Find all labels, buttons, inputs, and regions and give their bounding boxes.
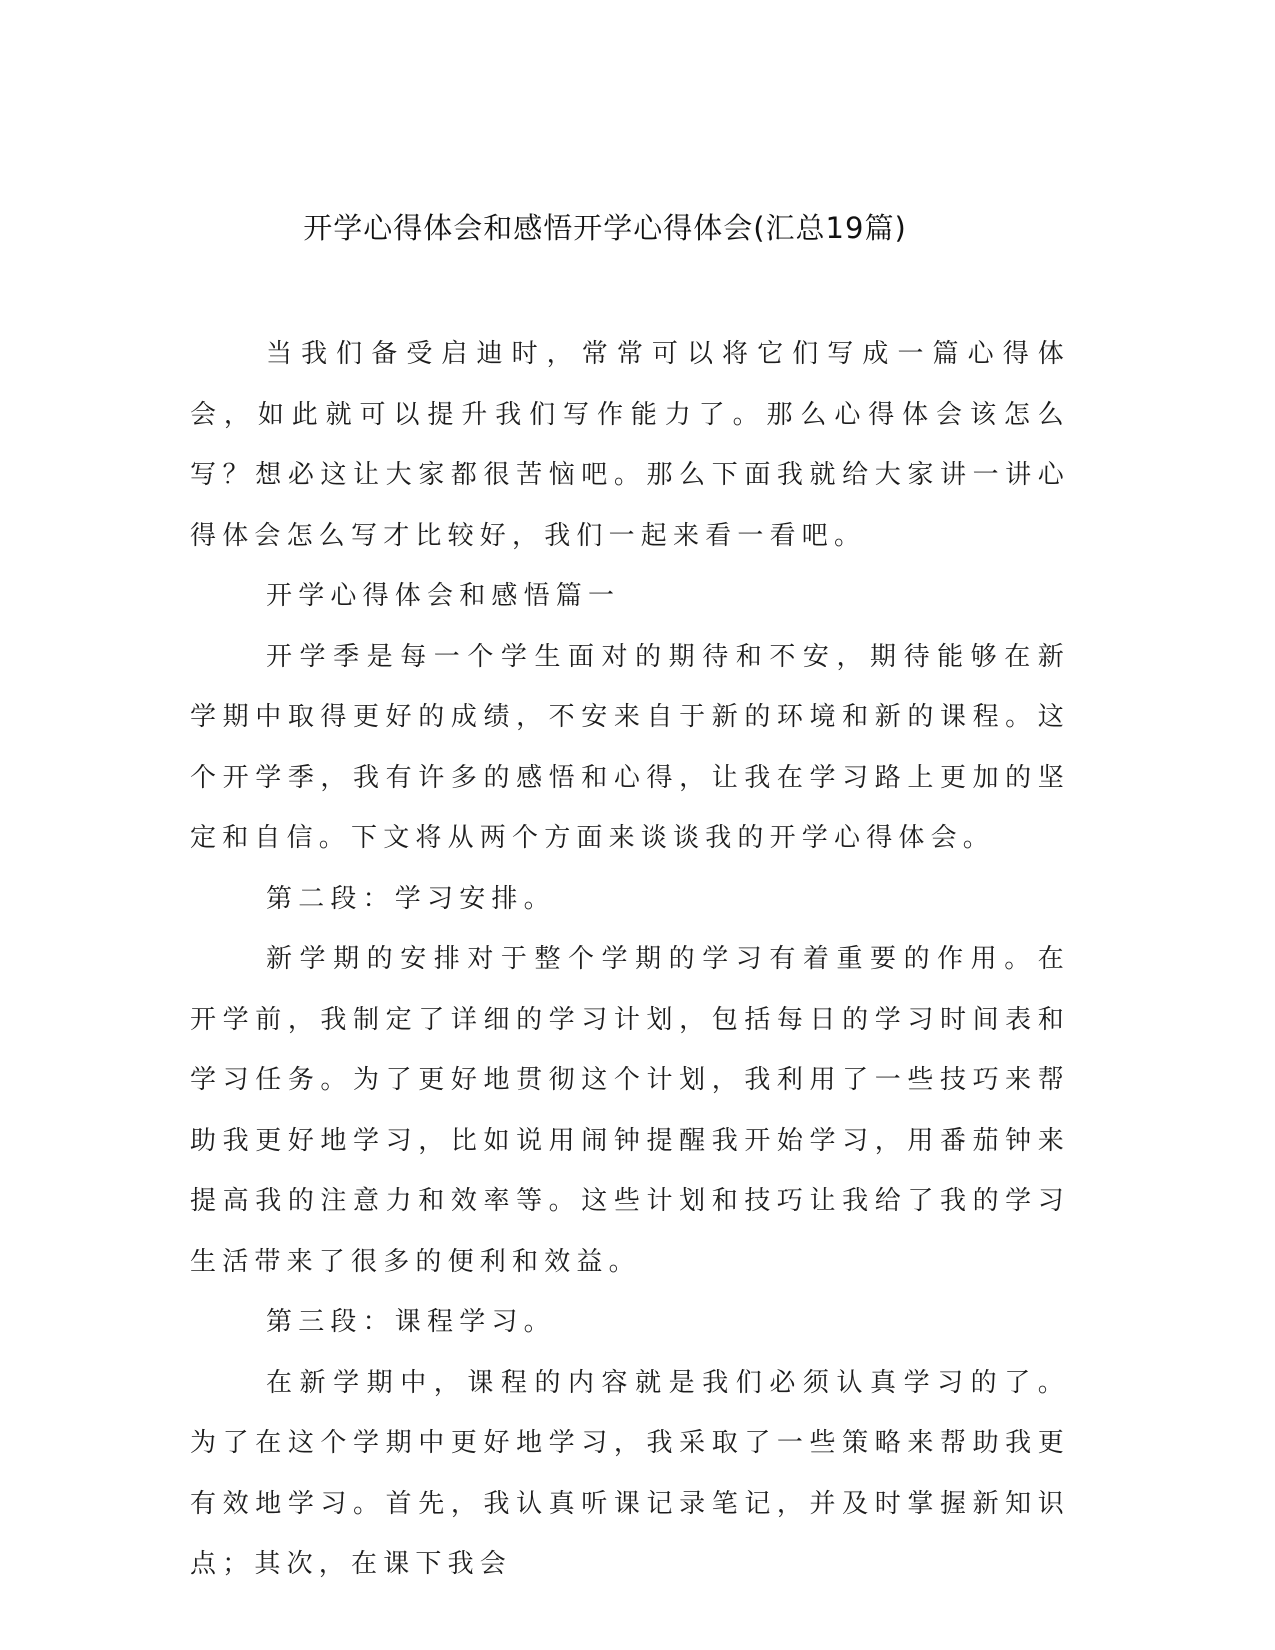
section-heading-third: 第三段：课程学习。 — [266, 1307, 556, 1337]
document-title: 开学心得体会和感悟开学心得体会(汇总19篇) — [303, 211, 907, 245]
section-heading-second: 第二段：学习安排。 — [266, 883, 556, 914]
body-paragraph: 新学期的安排对于整个学期的学习有着重要的作用。在开学前，我制定了详细的学习计划，包括每日的学习时间表和学习任务。为了更好地贯彻这个计划，我利用了一些技巧来帮助我更好地学习，比如说用闹钟提醒我开始学习，用番茄钟来提高我的注意力和效率等。这些计划和技巧让我给了我的学习生活带来了很多的便利和效益。 — [190, 944, 1070, 1277]
document-body — [190, 324, 1070, 1595]
body-paragraph: 开学季是每一个学生面对的期待和不安，期待能够在新学期中取得更好的成绩，不安来自于新的环境和新的课程。这个开学季，我有许多的感悟和心得，让我在学习路上更加的坚定和自信。下文将从两个方面来谈谈我的开学心得体会。 — [190, 641, 1070, 853]
intro-paragraph: 当我们备受启迪时，常常可以将它们写成一篇心得体会，如此就可以提升我们写作能力了。那么心得体会该怎么写？想必这让大家都很苦恼吧。那么下面我就给大家讲一讲心得体会怎么写才比较好，我们一起来看一看吧。 — [190, 339, 1070, 551]
section-heading-part-one: 开学心得体会和感悟篇一 — [266, 581, 621, 611]
body-paragraph: 在新学期中，课程的内容就是我们必须认真学习的了。为了在这个学期中更好地学习，我采取了一些策略来帮助我更有效地学习。首先，我认真听课记录笔记，并及时掌握新知识点；其次，在课下我会 — [190, 1367, 1070, 1579]
